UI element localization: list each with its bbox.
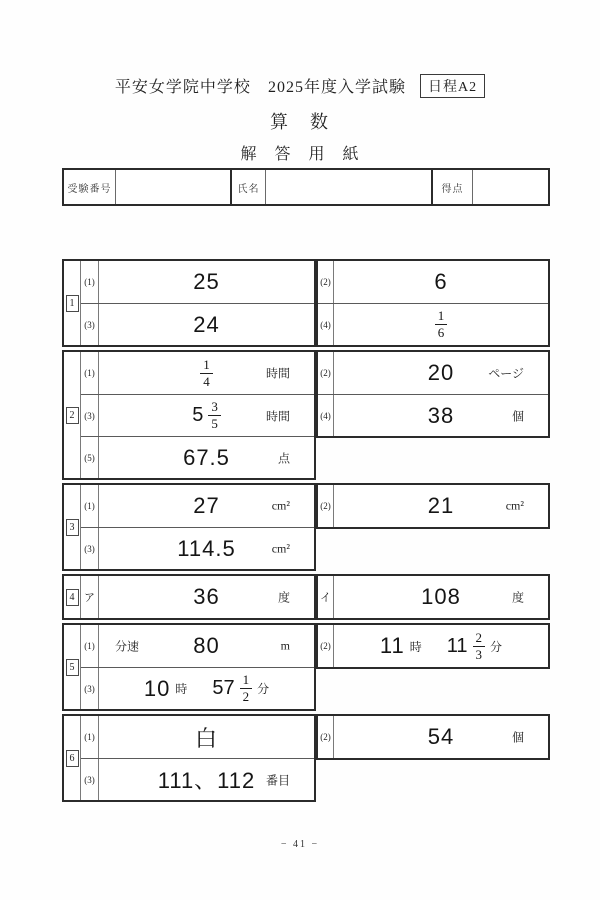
left-rows xyxy=(81,261,314,345)
question-number-column xyxy=(64,485,81,569)
answer-unit: ページ xyxy=(488,366,524,381)
exam-name: 2025年度入学試験 xyxy=(267,79,406,96)
answer-row xyxy=(318,394,548,436)
cell-label: (2) xyxy=(318,485,334,527)
answer-block-5 xyxy=(62,623,550,711)
answer-row xyxy=(318,716,548,758)
question-number: 3 xyxy=(66,519,79,536)
answer-value: 24 xyxy=(193,311,220,337)
school-name: 平安女学院中学校 xyxy=(114,79,251,96)
answer-block-1 xyxy=(62,259,550,347)
answer-value-group xyxy=(428,360,454,386)
answer-value: 6 xyxy=(434,269,448,294)
answer-cell xyxy=(99,668,314,709)
answer-cell xyxy=(99,352,314,394)
answer-unit: 個 xyxy=(511,730,524,745)
answer-cell xyxy=(99,437,314,478)
answer-row xyxy=(318,352,548,394)
answer-value: 21 xyxy=(427,493,455,518)
block-right-half xyxy=(316,259,550,347)
answer-row xyxy=(81,261,314,303)
mixed-number-whole: 11 xyxy=(446,634,468,657)
answer-part-unit: 時 xyxy=(409,639,422,654)
answer-cell xyxy=(99,485,314,527)
answer-value-group xyxy=(421,584,461,610)
cell-label: (4) xyxy=(318,395,334,436)
answer-row xyxy=(318,576,548,618)
block-left-half xyxy=(62,574,316,620)
answer-cell xyxy=(334,261,548,303)
answer-value: 111、112 xyxy=(157,768,256,793)
block-right-half xyxy=(316,350,550,438)
answer-cell xyxy=(334,716,548,758)
left-rows xyxy=(81,485,314,569)
answer-row xyxy=(81,716,314,758)
answer-cell xyxy=(99,716,314,758)
question-number: 5 xyxy=(66,659,79,676)
answer-cell xyxy=(99,528,314,569)
answer-value: 54 xyxy=(427,724,455,749)
score-field xyxy=(473,170,548,204)
answer-value-group xyxy=(428,403,454,429)
answer-value-group xyxy=(183,445,230,471)
block-left-half xyxy=(62,714,316,802)
right-rows xyxy=(318,576,548,618)
fraction xyxy=(240,673,253,703)
question-number-column xyxy=(64,625,81,709)
answer-value-group xyxy=(428,724,454,750)
right-rows xyxy=(318,261,548,345)
cell-label: (1) xyxy=(81,716,99,758)
answer-row xyxy=(81,485,314,527)
answer-value-group xyxy=(158,764,256,795)
name-label: 氏名 xyxy=(237,183,260,195)
answer-cell xyxy=(334,395,548,436)
answer-value-group xyxy=(144,673,269,703)
name-field xyxy=(266,170,433,204)
page-number: − 41 − xyxy=(280,839,320,850)
answer-part xyxy=(212,673,269,703)
exam-title-line xyxy=(0,74,600,98)
cell-label: (2) xyxy=(318,716,334,758)
answer-value-group xyxy=(434,269,447,295)
question-number: 2 xyxy=(66,407,79,424)
cell-label: (1) xyxy=(81,261,99,303)
answer-value-group xyxy=(193,493,219,519)
answer-row xyxy=(81,436,314,478)
answer-value: 36 xyxy=(193,584,220,609)
answer-unit: 度 xyxy=(277,590,290,605)
left-rows xyxy=(81,716,314,800)
answer-part xyxy=(144,676,188,702)
block-right-half xyxy=(316,714,550,760)
answer-value-group xyxy=(428,493,454,519)
answer-value-group xyxy=(380,631,502,661)
answer-value-group xyxy=(200,358,213,388)
fraction-numerator: 1 xyxy=(240,673,253,689)
fraction xyxy=(435,309,448,339)
score-label: 得点 xyxy=(441,183,464,195)
cell-label: (5) xyxy=(81,437,99,478)
answer-value: 80 xyxy=(193,633,220,658)
answer-row xyxy=(81,303,314,345)
block-left-half xyxy=(62,350,316,480)
answer-value: 20 xyxy=(427,360,455,385)
answer-value: 10 xyxy=(143,675,171,701)
answer-part xyxy=(380,633,422,659)
answer-value: 38 xyxy=(427,402,455,428)
left-rows xyxy=(81,625,314,709)
answer-cell xyxy=(99,576,314,618)
score-label-cell xyxy=(433,170,473,204)
fraction-numerator: 1 xyxy=(200,358,213,374)
answer-unit: 時間 xyxy=(265,366,290,381)
cell-label: (2) xyxy=(318,261,334,303)
sheet-title: 解 答 用 紙 xyxy=(240,146,360,163)
answer-value-group xyxy=(193,269,219,295)
answer-unit: 度 xyxy=(511,590,524,605)
fraction-denominator: 3 xyxy=(475,646,483,662)
answer-cell xyxy=(334,304,548,345)
block-right-half xyxy=(316,623,550,669)
cell-label: (3) xyxy=(81,668,99,709)
answer-cell xyxy=(334,576,548,618)
answer-blocks xyxy=(62,259,550,802)
answer-value-group xyxy=(195,722,218,753)
answer-part xyxy=(447,631,502,661)
answer-unit: cm² xyxy=(271,498,290,513)
cell-label: (3) xyxy=(81,304,99,345)
answer-row xyxy=(81,576,314,618)
question-number: 6 xyxy=(66,750,79,767)
answer-part-unit: 時 xyxy=(175,682,188,696)
answer-value: 25 xyxy=(193,269,220,294)
answer-value: 27 xyxy=(193,493,220,518)
answer-value: 白 xyxy=(194,725,218,751)
block-right-half xyxy=(316,574,550,620)
answer-cell xyxy=(334,485,548,527)
answer-row xyxy=(81,527,314,569)
schedule-badge: 日程A2 xyxy=(420,74,485,98)
name-label-cell xyxy=(232,170,266,204)
answer-cell xyxy=(99,625,314,667)
answer-block-4 xyxy=(62,574,550,620)
answer-row xyxy=(318,303,548,345)
mixed-number-whole: 5 xyxy=(192,404,204,426)
answer-value: 114.5 xyxy=(177,535,236,561)
exam-number-label-cell xyxy=(64,170,116,204)
cell-label: (1) xyxy=(81,625,99,667)
question-number-column xyxy=(64,261,81,345)
question-number: 1 xyxy=(66,295,79,312)
fraction-numerator: 2 xyxy=(473,631,486,647)
subject-title: 算 数 xyxy=(270,112,330,132)
cell-label: (2) xyxy=(318,625,334,667)
answer-row xyxy=(81,394,314,436)
fraction xyxy=(208,400,221,430)
answer-row xyxy=(318,625,548,667)
cell-label: (3) xyxy=(81,395,99,436)
block-left-half xyxy=(62,259,316,347)
answer-row xyxy=(81,625,314,667)
answer-value: 108 xyxy=(421,584,461,609)
answer-unit: cm² xyxy=(271,541,290,555)
question-number-column xyxy=(64,352,81,478)
answer-prefix: 分速 xyxy=(115,639,140,654)
answer-cell xyxy=(99,759,314,800)
answer-value-group xyxy=(193,312,219,338)
exam-number-label: 受験番号 xyxy=(67,183,112,195)
answer-part-unit: 分 xyxy=(257,682,270,696)
block-left-half xyxy=(62,623,316,711)
block-left-half xyxy=(62,483,316,571)
answer-part-unit: 分 xyxy=(490,639,503,654)
answer-value: 67.5 xyxy=(183,444,230,470)
answer-row xyxy=(81,352,314,394)
right-rows xyxy=(318,716,548,758)
question-number-column xyxy=(64,576,81,618)
answer-unit: m xyxy=(280,638,290,653)
question-number: 4 xyxy=(66,589,79,606)
answer-cell xyxy=(334,352,548,394)
fraction-numerator: 1 xyxy=(435,309,448,325)
right-rows xyxy=(318,485,548,527)
fraction-denominator: 6 xyxy=(437,325,445,340)
answer-unit: 個 xyxy=(511,409,524,423)
answer-unit: cm² xyxy=(505,498,524,513)
fraction-denominator: 5 xyxy=(211,416,218,431)
left-rows xyxy=(81,352,314,478)
answer-block-3 xyxy=(62,483,550,571)
cell-label: (1) xyxy=(81,352,99,394)
cell-label: イ xyxy=(318,576,334,618)
fraction xyxy=(473,631,486,661)
answer-value-group xyxy=(177,536,235,562)
answer-row xyxy=(81,758,314,800)
mixed-number-whole: 57 xyxy=(212,677,235,699)
answer-unit: 番目 xyxy=(265,773,290,787)
cell-label: (3) xyxy=(81,528,99,569)
answer-unit: 点 xyxy=(277,451,290,465)
right-rows xyxy=(318,352,548,436)
fraction-denominator: 4 xyxy=(203,373,210,389)
fraction-denominator: 2 xyxy=(242,689,250,704)
fraction-numerator: 3 xyxy=(208,400,221,416)
cell-label: ア xyxy=(81,576,99,618)
cell-label: (2) xyxy=(318,352,334,394)
answer-row xyxy=(318,261,548,303)
answer-value-group xyxy=(192,400,221,430)
answer-cell xyxy=(99,304,314,345)
answer-cell xyxy=(99,261,314,303)
answer-row xyxy=(81,667,314,709)
exam-number-field xyxy=(116,170,232,204)
answer-block-2 xyxy=(62,350,550,480)
answer-unit: 時間 xyxy=(265,409,290,423)
answer-value: 11 xyxy=(379,633,405,658)
cell-label: (4) xyxy=(318,304,334,345)
answer-value-group xyxy=(193,584,219,610)
answer-row xyxy=(318,485,548,527)
answer-value-group xyxy=(193,633,219,659)
fraction xyxy=(200,358,213,388)
cell-label: (3) xyxy=(81,759,99,800)
answer-value-group xyxy=(435,309,448,339)
right-rows xyxy=(318,625,548,667)
answer-block-6 xyxy=(62,714,550,802)
block-right-half xyxy=(316,483,550,529)
left-rows xyxy=(81,576,314,618)
info-bar xyxy=(62,168,550,206)
question-number-column xyxy=(64,716,81,800)
cell-label: (1) xyxy=(81,485,99,527)
answer-cell xyxy=(334,625,548,667)
answer-cell xyxy=(99,395,314,436)
